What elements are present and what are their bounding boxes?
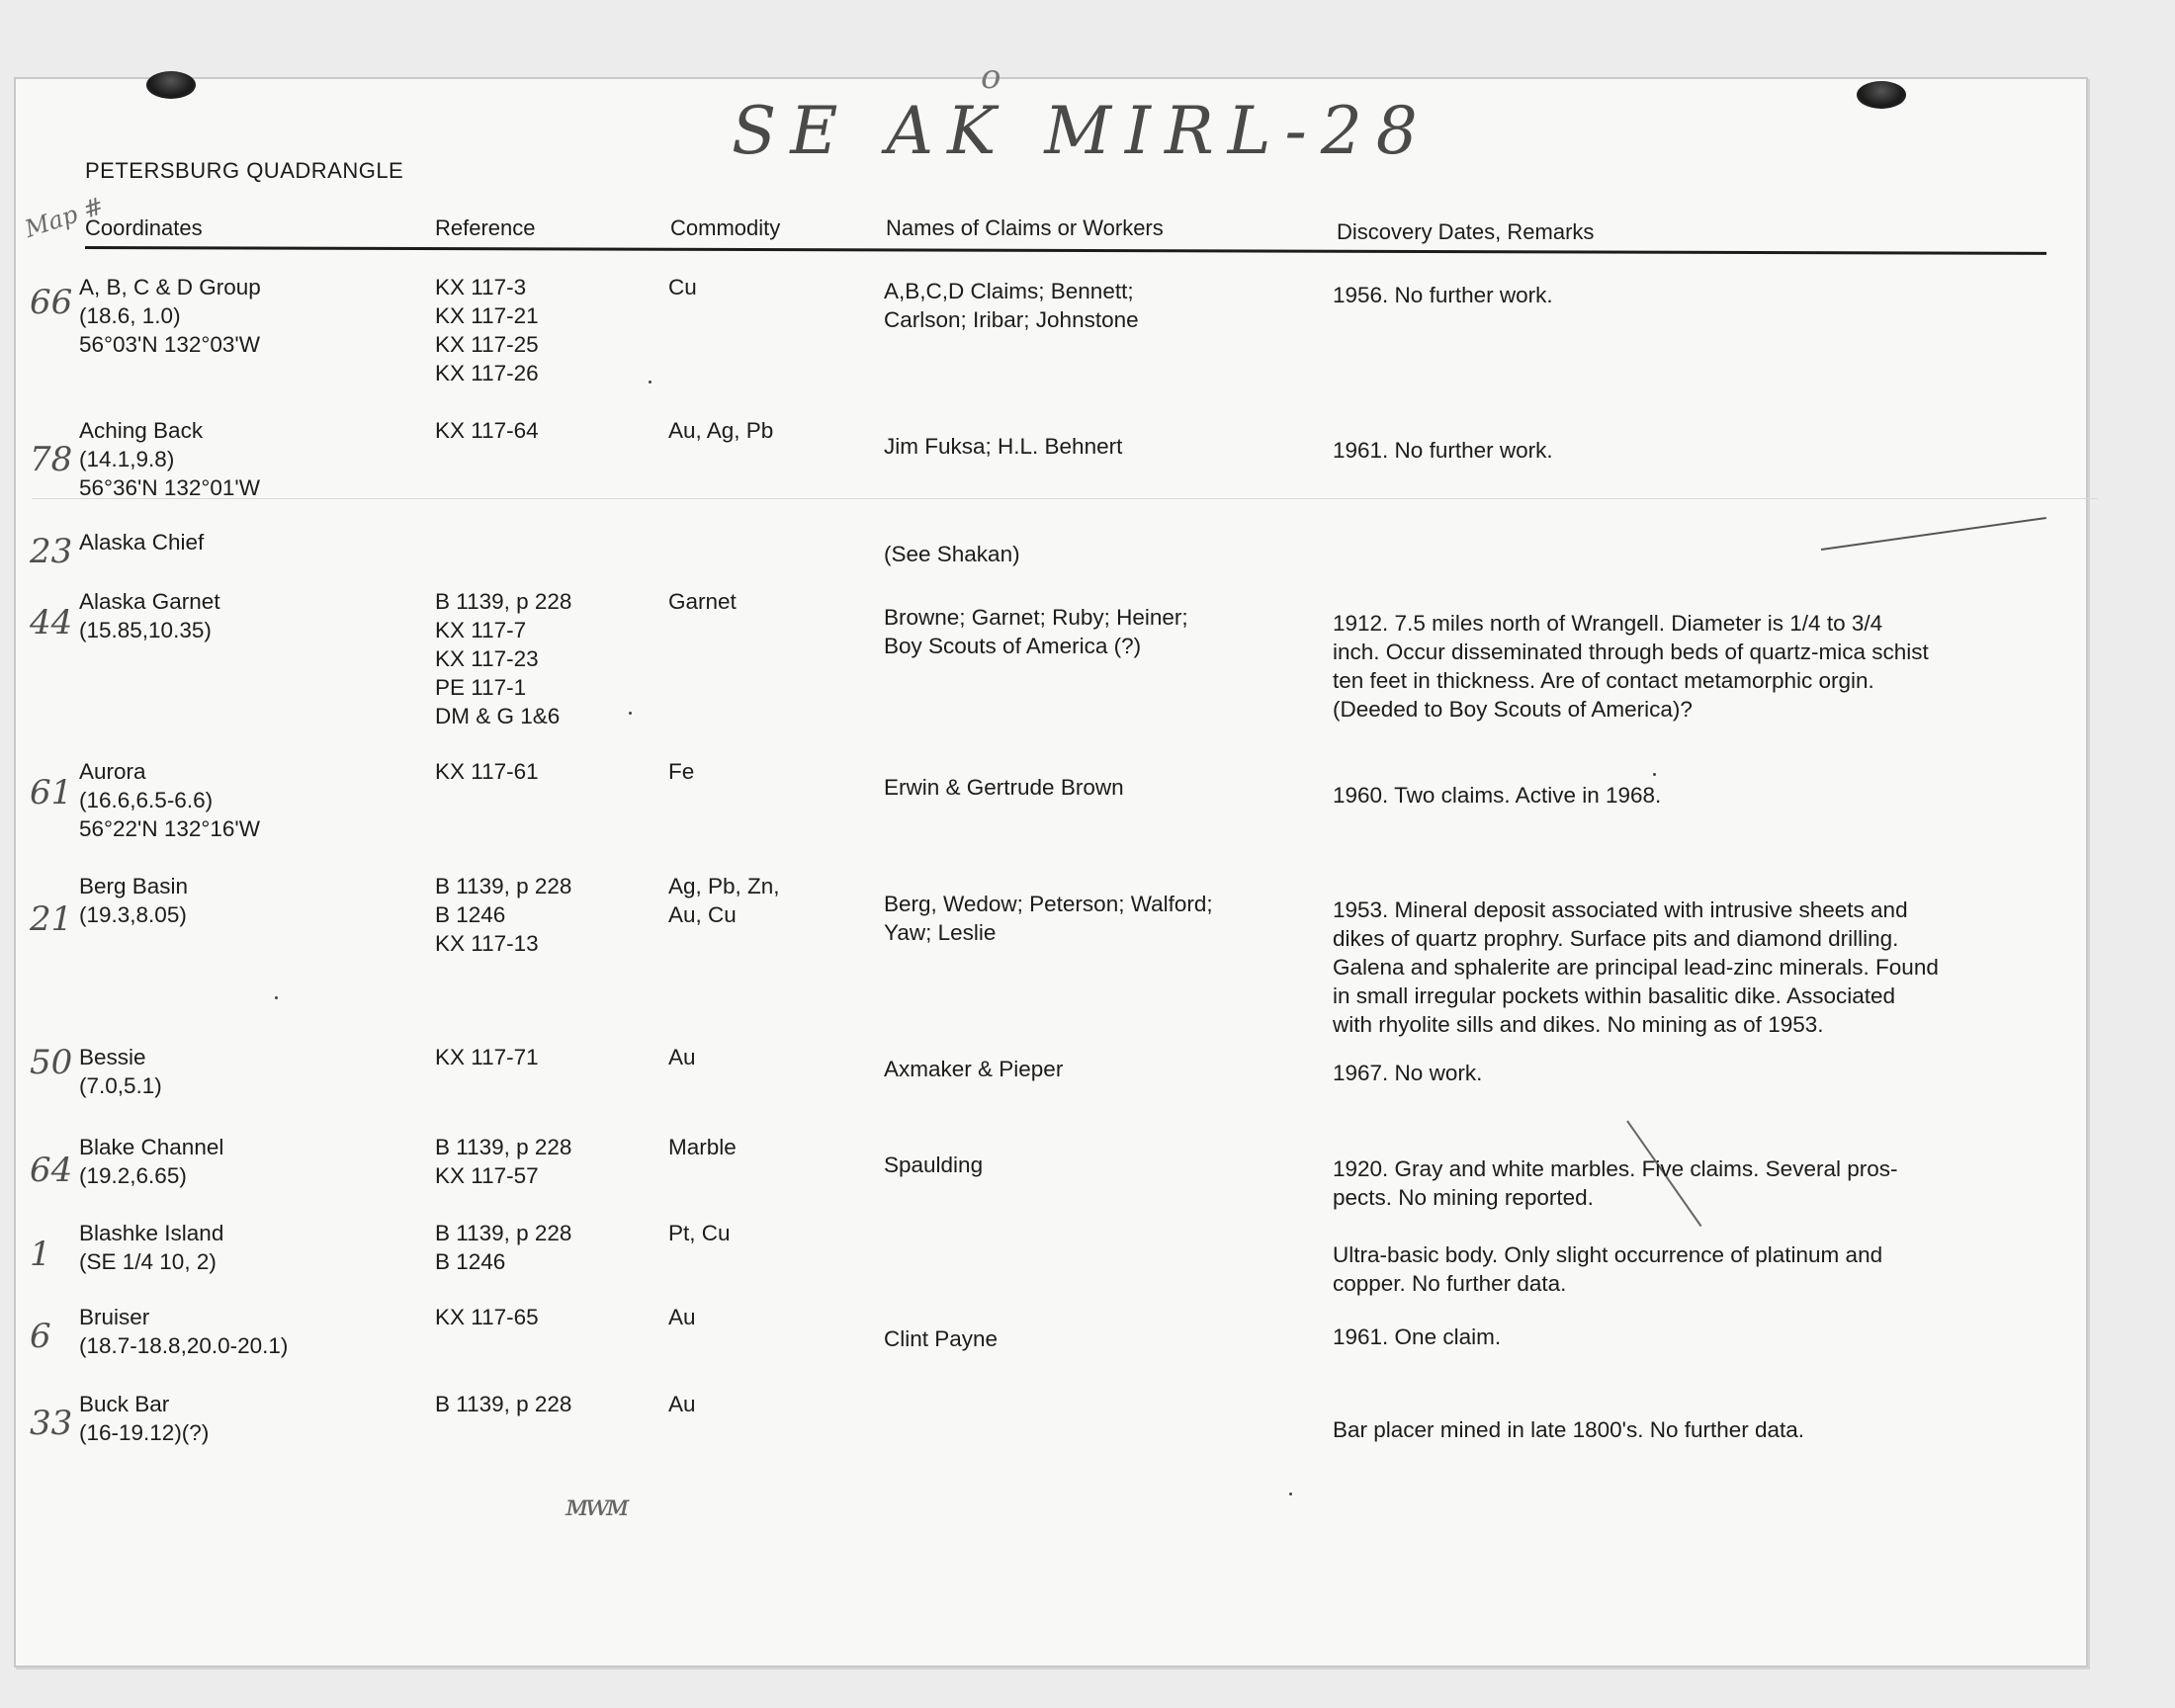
references-line: KX 117-71	[435, 1045, 539, 1069]
cell-commodity	[668, 416, 773, 445]
references-line: KX 117-3	[435, 275, 527, 299]
cell-commodity	[668, 1133, 737, 1161]
speck	[275, 996, 278, 999]
cell-coordinates	[79, 1303, 288, 1360]
cell-names	[884, 1055, 1063, 1083]
coordinates-line: Alaska Chief	[79, 530, 205, 555]
handwritten-map-number: 1	[30, 1235, 51, 1274]
coordinates-line: Bessie	[79, 1045, 146, 1069]
header-remarks: Discovery Dates, Remarks	[1337, 219, 1595, 244]
cell-commodity	[668, 587, 737, 616]
remarks-line: in small irregular pockets within basalitic dike. Associated	[1333, 983, 1896, 1008]
remarks-line: 1961. No further work.	[1333, 438, 1553, 463]
references-line: KX 117-25	[435, 332, 539, 357]
names-line: Berg, Wedow; Peterson; Walford;	[884, 892, 1213, 916]
cell-commodity	[668, 273, 697, 301]
names-line: Clint Payne	[884, 1326, 999, 1351]
cell-coordinates	[79, 1390, 209, 1447]
commodity-line: Ag, Pb, Zn,	[668, 874, 780, 898]
cell-coordinates	[79, 587, 220, 644]
handwritten-tab-mark: o	[981, 57, 1001, 97]
cell-commodity	[668, 1303, 696, 1331]
cell-remarks	[1333, 281, 1553, 309]
coordinates-line: (7.0,5.1)	[79, 1073, 162, 1098]
remarks-line: 1961. One claim.	[1333, 1324, 1502, 1349]
cell-remarks	[1333, 436, 1553, 465]
references-line: KX 117-26	[435, 361, 539, 385]
handwritten-map-number: 33	[30, 1404, 73, 1443]
handwritten-map-number: 50	[30, 1043, 73, 1082]
cell-references	[435, 1219, 571, 1276]
commodity-line: Garnet	[668, 589, 737, 614]
coordinates-line: Berg Basin	[79, 874, 189, 898]
cell-remarks	[1333, 1415, 1804, 1444]
punch-hole-right	[1857, 81, 1906, 109]
speck	[1653, 773, 1656, 776]
remarks-line: inch. Occur disseminated through beds of quartz-mica schist	[1333, 640, 1929, 664]
cell-names	[884, 1324, 998, 1353]
remarks-line: 1956. No further work.	[1333, 283, 1553, 307]
references-line: KX 117-23	[435, 646, 539, 671]
cell-commodity	[668, 872, 780, 929]
references-line: KX 117-7	[435, 618, 527, 642]
scribble-mark: ᴍᴡᴍ	[566, 1489, 626, 1523]
names-line: Erwin & Gertrude Brown	[884, 775, 1124, 800]
handwritten-map-number: 61	[30, 773, 73, 812]
coordinates-line: (16-19.12)(?)	[79, 1420, 210, 1445]
references-line: DM & G 1&6	[435, 704, 561, 728]
cell-coordinates	[79, 1133, 223, 1190]
remarks-line: 1912. 7.5 miles north of Wrangell. Diameter is 1/4 to 3/4	[1333, 611, 1883, 636]
commodity-line: Au	[668, 1045, 696, 1069]
cell-coordinates	[79, 273, 261, 359]
coordinates-line: Buck Bar	[79, 1392, 170, 1416]
cell-commodity	[668, 1390, 696, 1418]
cell-coordinates	[79, 1219, 223, 1276]
handwritten-map-number: 6	[30, 1317, 51, 1356]
handwritten-map-number: 21	[30, 899, 73, 939]
coordinates-line: (SE 1/4 10, 2)	[79, 1249, 217, 1274]
quadrangle-title: PETERSBURG QUADRANGLE	[85, 158, 404, 183]
cell-references	[435, 757, 539, 786]
coordinates-line: Aching Back	[79, 418, 204, 443]
references-line: B 1139, p 228	[435, 1221, 572, 1245]
references-line: B 1139, p 228	[435, 874, 572, 898]
references-line: KX 117-13	[435, 931, 539, 956]
cell-commodity	[668, 1219, 731, 1247]
handwritten-title: SE AK MIRL-28	[732, 93, 1432, 169]
handwritten-map-number: 64	[30, 1151, 73, 1190]
cell-names	[884, 773, 1124, 802]
coordinates-line: (18.6, 1.0)	[79, 303, 181, 328]
references-line: B 1246	[435, 902, 506, 927]
cell-references	[435, 273, 539, 387]
header-coordinates: Coordinates	[85, 215, 203, 240]
handwritten-map-number: 66	[30, 283, 73, 322]
references-line: KX 117-21	[435, 303, 539, 328]
handwritten-map-number: 44	[30, 603, 73, 642]
cell-names	[884, 277, 1139, 334]
references-line: B 1139, p 228	[435, 589, 572, 614]
header-names: Names of Claims or Workers	[886, 215, 1164, 240]
names-line: (See Shakan)	[884, 542, 1020, 566]
header-commodity: Commodity	[670, 215, 781, 240]
names-line: Boy Scouts of America (?)	[884, 634, 1142, 658]
cell-remarks	[1333, 1059, 1482, 1087]
references-line: KX 117-64	[435, 418, 539, 443]
references-line: PE 117-1	[435, 675, 527, 700]
cell-names	[884, 890, 1213, 947]
coordinates-line: A, B, C & D Group	[79, 275, 261, 299]
cell-coordinates	[79, 416, 260, 502]
names-line: Carlson; Iribar; Johnstone	[884, 307, 1139, 332]
references-line: B 1139, p 228	[435, 1135, 572, 1159]
names-line: Axmaker & Pieper	[884, 1057, 1064, 1081]
remarks-line: dikes of quartz prophry. Surface pits and diamond drilling.	[1333, 926, 1899, 951]
punch-hole-left	[146, 71, 196, 99]
cell-references	[435, 416, 539, 445]
cell-coordinates	[79, 757, 260, 843]
coordinates-line: (18.7-18.8,20.0-20.1)	[79, 1333, 289, 1358]
names-line: Browne; Garnet; Ruby; Heiner;	[884, 605, 1188, 630]
cell-remarks	[1333, 1240, 1882, 1298]
coordinates-line: (19.2,6.65)	[79, 1163, 187, 1188]
commodity-line: Pt, Cu	[668, 1221, 731, 1245]
cell-names	[884, 1151, 983, 1179]
references-line: B 1139, p 228	[435, 1392, 572, 1416]
coordinates-line: Alaska Garnet	[79, 589, 220, 614]
cell-references	[435, 1390, 571, 1418]
coordinates-line: 56°03'N 132°03'W	[79, 332, 260, 357]
cell-remarks	[1333, 1154, 1897, 1212]
cell-references	[435, 1133, 571, 1190]
references-line: KX 117-57	[435, 1163, 539, 1188]
commodity-line: Au	[668, 1392, 696, 1416]
cell-commodity	[668, 757, 694, 786]
references-line: B 1246	[435, 1249, 506, 1274]
handwritten-map-number: 78	[30, 440, 73, 479]
speck	[629, 712, 632, 715]
commodity-line: Cu	[668, 275, 697, 299]
names-line: Spaulding	[884, 1153, 984, 1177]
coordinates-line: 56°22'N 132°16'W	[79, 816, 260, 841]
cell-coordinates	[79, 872, 188, 929]
cell-names	[884, 603, 1188, 660]
coordinates-line: (15.85,10.35)	[79, 618, 212, 642]
remarks-line: copper. No further data.	[1333, 1271, 1567, 1296]
commodity-line: Au, Cu	[668, 902, 737, 927]
cell-names	[884, 432, 1122, 461]
references-line: KX 117-65	[435, 1305, 539, 1329]
cell-remarks	[1333, 609, 1929, 724]
coordinates-line: 56°36'N 132°01'W	[79, 475, 260, 500]
cell-coordinates	[79, 528, 204, 556]
cell-remarks	[1333, 1323, 1501, 1351]
names-line: Jim Fuksa; H.L. Behnert	[884, 434, 1123, 459]
cell-references	[435, 587, 571, 730]
cell-names	[884, 540, 1020, 568]
cell-remarks	[1333, 896, 1939, 1039]
commodity-line: Au	[668, 1305, 696, 1329]
remarks-line: pects. No mining reported.	[1333, 1185, 1594, 1210]
references-line: KX 117-61	[435, 759, 539, 784]
commodity-line: Marble	[668, 1135, 737, 1159]
header-reference: Reference	[435, 215, 536, 240]
commodity-line: Fe	[668, 759, 695, 784]
cell-commodity	[668, 1043, 696, 1071]
cell-references	[435, 872, 571, 958]
speck	[1289, 1493, 1292, 1495]
coordinates-line: Aurora	[79, 759, 146, 784]
commodity-line: Au, Ag, Pb	[668, 418, 774, 443]
cell-references	[435, 1303, 539, 1331]
remarks-line: 1960. Two claims. Active in 1968.	[1333, 783, 1662, 808]
coordinates-line: Blake Channel	[79, 1135, 224, 1159]
remarks-line: Galena and sphalerite are principal lead-zinc minerals. Found	[1333, 955, 1939, 980]
coordinates-line: (14.1,9.8)	[79, 447, 175, 471]
speck	[649, 381, 652, 384]
remarks-line: with rhyolite sills and dikes. No mining as of 1953.	[1333, 1012, 1824, 1037]
fold-line	[32, 498, 2098, 499]
cell-references	[435, 1043, 539, 1071]
handwritten-map-note: Map #	[21, 192, 108, 243]
cell-remarks	[1333, 781, 1661, 810]
coordinates-line: (16.6,6.5-6.6)	[79, 788, 214, 812]
remarks-line: 1953. Mineral deposit associated with intrusive sheets and	[1333, 897, 1908, 922]
remarks-line: Ultra-basic body. Only slight occurrence of platinum and	[1333, 1242, 1883, 1267]
names-line: A,B,C,D Claims; Bennett;	[884, 279, 1134, 303]
handwritten-map-number: 23	[30, 532, 73, 571]
names-line: Yaw; Leslie	[884, 920, 997, 945]
remarks-line: 1920. Gray and white marbles. Five claims. Several pros-	[1333, 1156, 1898, 1181]
coordinates-line: Bruiser	[79, 1305, 150, 1329]
remarks-line: (Deeded to Boy Scouts of America)?	[1333, 697, 1693, 722]
coordinates-line: Blashke Island	[79, 1221, 224, 1245]
remarks-line: Bar placer mined in late 1800's. No further data.	[1333, 1417, 1805, 1442]
coordinates-line: (19.3,8.05)	[79, 902, 187, 927]
remarks-line: ten feet in thickness. Are of contact metamorphic orgin.	[1333, 668, 1874, 693]
remarks-line: 1967. No work.	[1333, 1061, 1483, 1085]
cell-coordinates	[79, 1043, 162, 1100]
